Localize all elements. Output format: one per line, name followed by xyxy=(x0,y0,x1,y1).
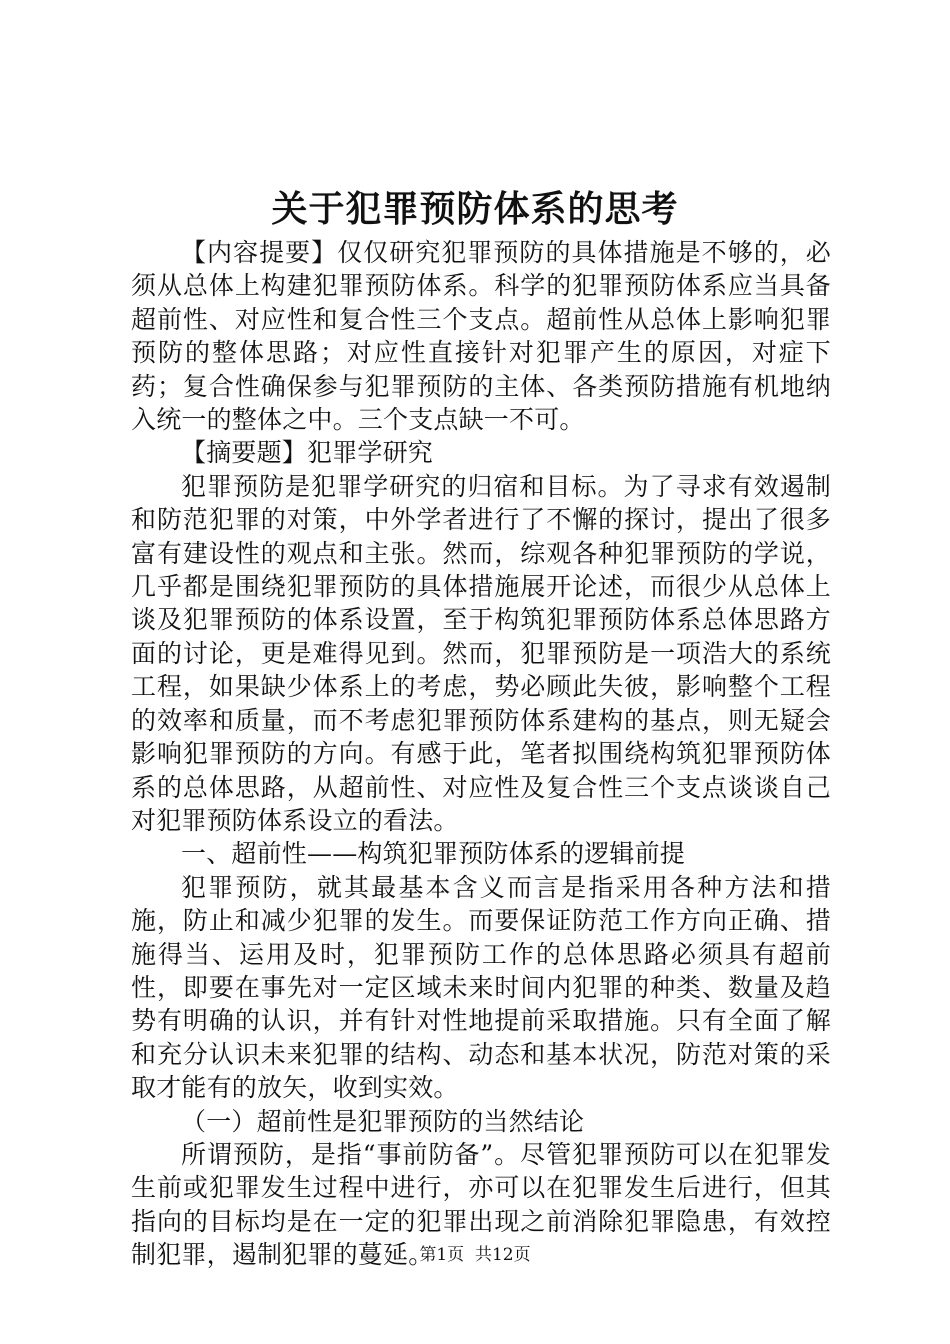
page-number-label: 第1页 共12页 xyxy=(419,1245,531,1265)
document-title: 关于犯罪预防体系的思考 xyxy=(271,188,679,230)
body-paragraph: 犯罪预防，就其最基本含义而言是指采用各种方法和措施，防止和减少犯罪的发生。而要保证防范工作方向正确、措施得当、运用及时，犯罪预防工作的总体思路必须具有超前性，即要在事先对一定区域未来时间内犯罪的种类、数量及趋势有明确的认识，并有针对性地提前采取措施。只有全面了解和充分认识未来犯罪的结构、动态和基本状况，防范对策的采取才能有的放矢，收到实效。 xyxy=(131,872,831,1103)
document-body xyxy=(131,236,831,1272)
body-paragraph: 所谓预防，是指“事前防备”。尽管犯罪预防可以在犯罪发生前或犯罪发生过程中进行，亦可以在犯罪发生后进行，但其指向的目标均是在一定的犯罪出现之前消除犯罪隐患，有效控制犯罪，遏制犯罪的蔓延。 xyxy=(131,1139,831,1270)
page-footer xyxy=(0,1243,950,1267)
abstract-paragraph: 【内容提要】仅仅研究犯罪预防的具体措施是不够的，必须从总体上构建犯罪预防体系。科学的犯罪预防体系应当具备超前性、对应性和复合性三个支点。超前性从总体上影响犯罪预防的整体思路；对应性直接针对犯罪产生的原因，对症下药；复合性确保参与犯罪预防的主体、各类预防措施有机地纳入统一的整体之中。三个支点缺一不可。 xyxy=(131,238,831,435)
keywords-paragraph: 【摘要题】犯罪学研究 xyxy=(181,438,434,468)
body-paragraph: 犯罪预防是犯罪学研究的归宿和目标。为了寻求有效遏制和防范犯罪的对策，中外学者进行了不懈的探讨，提出了很多富有建设性的观点和主张。然而，综观各种犯罪预防的学说，几乎都是围绕犯罪预防的具体措施展开论述，而很少从总体上谈及犯罪预防的体系设置，至于构筑犯罪预防体系总体思路方面的讨论，更是难得见到。然而，犯罪预防是一项浩大的系统工程，如果缺少体系上的考虑，势必顾此失彼，影响整个工程的效率和质量，而不考虑犯罪预防体系建构的基点，则无疑会影响犯罪预防的方向。有感于此，笔者拟围绕构筑犯罪预防体系的总体思路，从超前性、对应性及复合性三个支点谈谈自己对犯罪预防体系设立的看法。 xyxy=(131,471,831,835)
section-heading: 一、超前性——构筑犯罪预防体系的逻辑前提 xyxy=(181,839,686,869)
subsection-heading: （一）超前性是犯罪预防的当然结论 xyxy=(181,1106,585,1136)
